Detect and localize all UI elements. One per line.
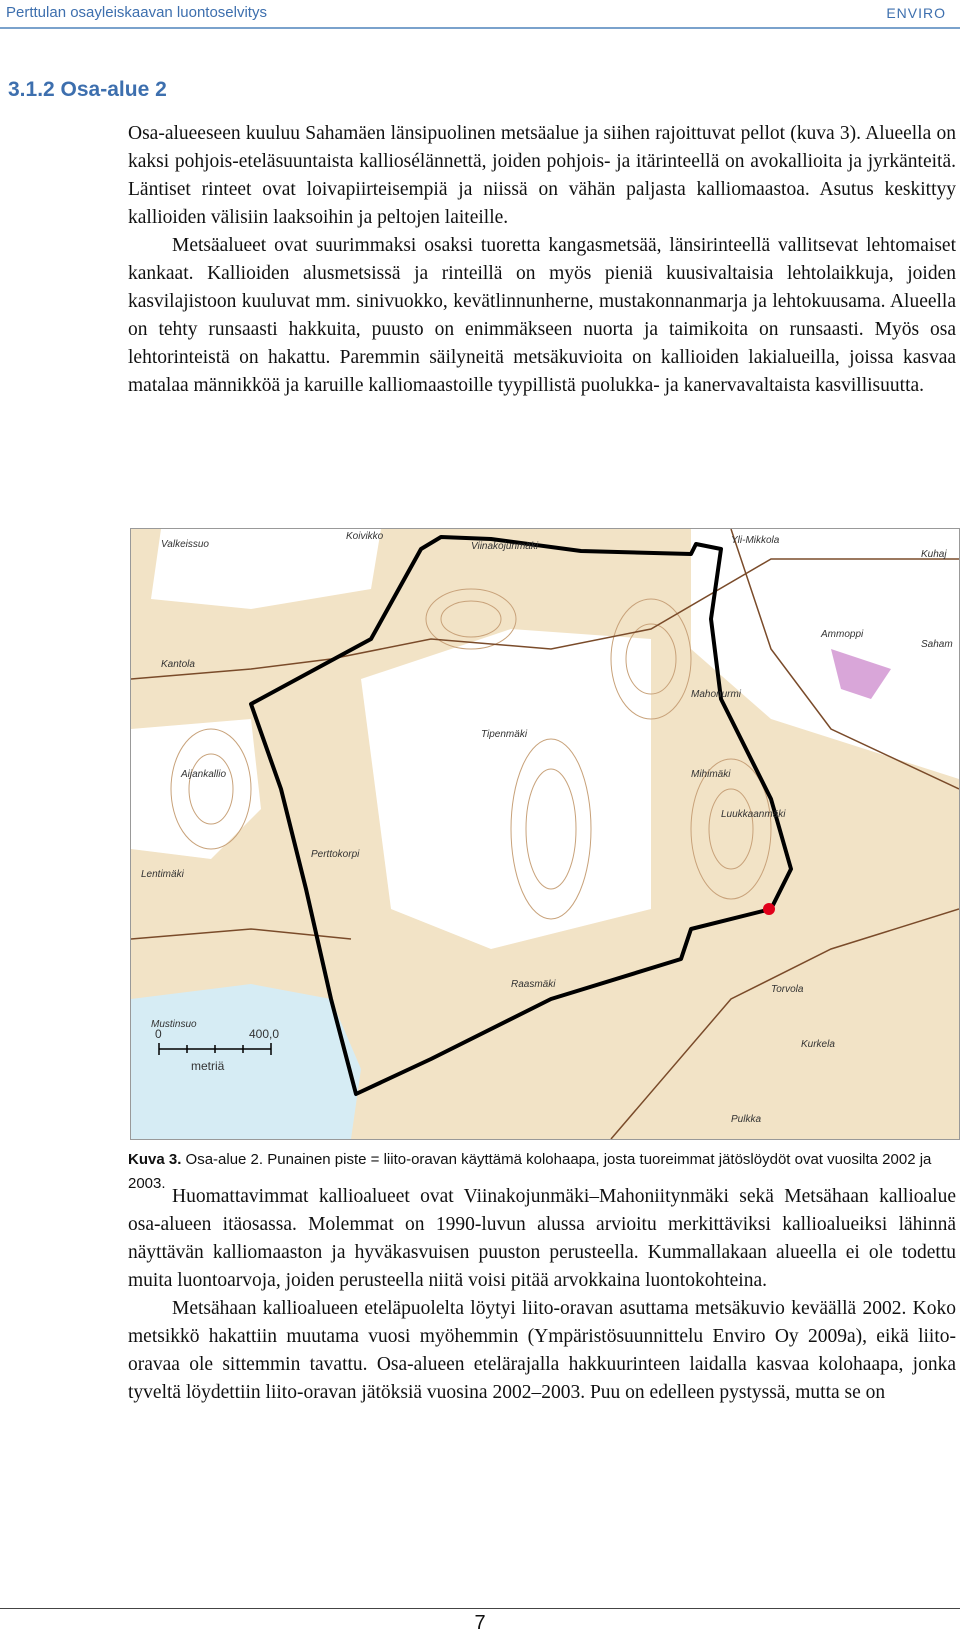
paragraph: Huomattavimmat kallioalueet ovat Viinakojunmäki–Mahoniitynmäki sekä Metsähaan kallioalue osa-alueen itäosassa. Molemmat on 1990-luvun alussa arvioitu merkittäviksi kallioalueiksi lähinnä näyttävän kalliomaaston ja hyväkasvuisen puuston perusteella. Kummallakaan alueella ei ole todettu muita luontoarvoja, joiden perusteella niitä voisi pitää arvokkaina luontokohteina.: [128, 1186, 956, 1291]
map-label: Mustinsuo: [151, 1019, 197, 1030]
map-label: Viinakojunmäki: [471, 541, 539, 552]
map-label: Koivikko: [346, 531, 384, 542]
forest-area-west: [131, 719, 261, 859]
map-label: Mihimäki: [691, 769, 731, 780]
document-title: Perttulan osayleiskaavan luontoselvitys: [6, 4, 267, 21]
red-marker-point: [763, 903, 775, 915]
map-label: Aijankallio: [181, 769, 227, 780]
map-label: Kurkela: [801, 1039, 835, 1050]
paragraph: Metsähaan kallioalueen eteläpuolelta löytyi liito-oravan asuttama metsäkuvio keväällä 2002. Koko metsikkö hakattiin muutama vuosi myöhemmin (Ympäristösuunnittelu Enviro Oy 2009a), eikä liito-oravaa ole sittemmin tavattu. Osa-alueen etelärajalla hakkuurinteen laidalla kasvaa kolohaapa, jonka tyveltä löydettiin liito-oravan jätöksiä vuosina 2002–2003. Puu on edelleen pystyssä, mutta se on: [128, 1298, 956, 1403]
enviro-logo: ENVIRO: [886, 5, 946, 21]
map-label: Lentimäki: [141, 869, 184, 880]
map-label: Pulkka: [731, 1114, 762, 1125]
map-label: Mahonurmi: [691, 689, 742, 700]
scale-unit-label: metriä: [191, 1059, 225, 1073]
map-label: Raasmäki: [511, 979, 556, 990]
forest-area-center: [361, 629, 651, 949]
page-number: 7: [474, 1612, 486, 1634]
footer-divider: [0, 1608, 960, 1609]
caption-label: Kuva 3.: [128, 1151, 182, 1168]
map-label: Torvola: [771, 984, 804, 995]
map-label: Saham: [921, 639, 953, 650]
caption-text: Osa-alue 2. Punainen piste = liito-oravan käyttämä kolohaapa, josta tuoreimmat jätöslöydöt ovat vuosilta 2002 ja 2003.: [128, 1151, 932, 1192]
scale-value-label: 400,0: [249, 1027, 280, 1041]
forest-area-east: [691, 529, 959, 779]
area-map: [130, 528, 960, 1140]
map-label: Kantola: [161, 659, 195, 670]
scale-zero-label: 0: [155, 1027, 162, 1041]
body-text-bottom: [128, 1183, 956, 1407]
page-header: [0, 0, 960, 30]
map-label: Ammoppi: [821, 629, 864, 640]
map-label: Perttokorpi: [311, 849, 360, 860]
header-divider: [0, 27, 960, 29]
map-label: Luukkaanmäki: [721, 809, 786, 820]
marsh-area: [131, 984, 361, 1139]
map-label: Kuhaj: [921, 549, 947, 560]
map-label: Valkeissuo: [161, 539, 209, 550]
paragraph: Osa-alueeseen kuuluu Sahamäen länsipuolinen metsäalue ja siihen rajoittuvat pellot (kuva 3). Alueella on kaksi pohjois-eteläsuuntaista kalliosélännettä, joiden pohjois- ja itärinteellä on avokallioita ja jyrkänteitä. Läntiset rinteet ovat loivapiirteisempiä ja niissä on vähän paljasta kalliomaastoa. Asutus keskittyy kallioiden välisiin laaksoihin ja peltojen laiteille.: [128, 123, 956, 228]
section-heading: 3.1.2 Osa-alue 2: [8, 78, 167, 101]
map-label: Yli-Mikkola: [731, 535, 780, 546]
body-text-top: [128, 120, 956, 400]
paragraph: Metsäalueet ovat suurimmaksi osaksi tuoretta kangasmetsää, länsirinteellä vallitsevat lehtomaiset kankaat. Kallioiden alusmetsissä ja rinteillä on myös pieniä kuusivaltaisia lehtolaikkuja, joiden kasvilajistoon kuuluvat mm. sinivuokko, kevätlinnunherne, mustakonnanmarja ja lehtokuusama. Alueella on tehty runsaasti hakkuita, puusto on enimmäkseen nuorta ja taimikoita on runsaasti. Myös osa lehtorinteistä on hakattu. Paremmin säilyneitä metsäkuvioita on kallioiden lakialueilla, joissa kasvaa matalaa männikköä ja karuille kalliomaastoille tyypillistä puolukka- ja kanervavaltaista kasvillisuutta.: [128, 235, 956, 396]
map-label: Tipenmäki: [481, 729, 528, 740]
